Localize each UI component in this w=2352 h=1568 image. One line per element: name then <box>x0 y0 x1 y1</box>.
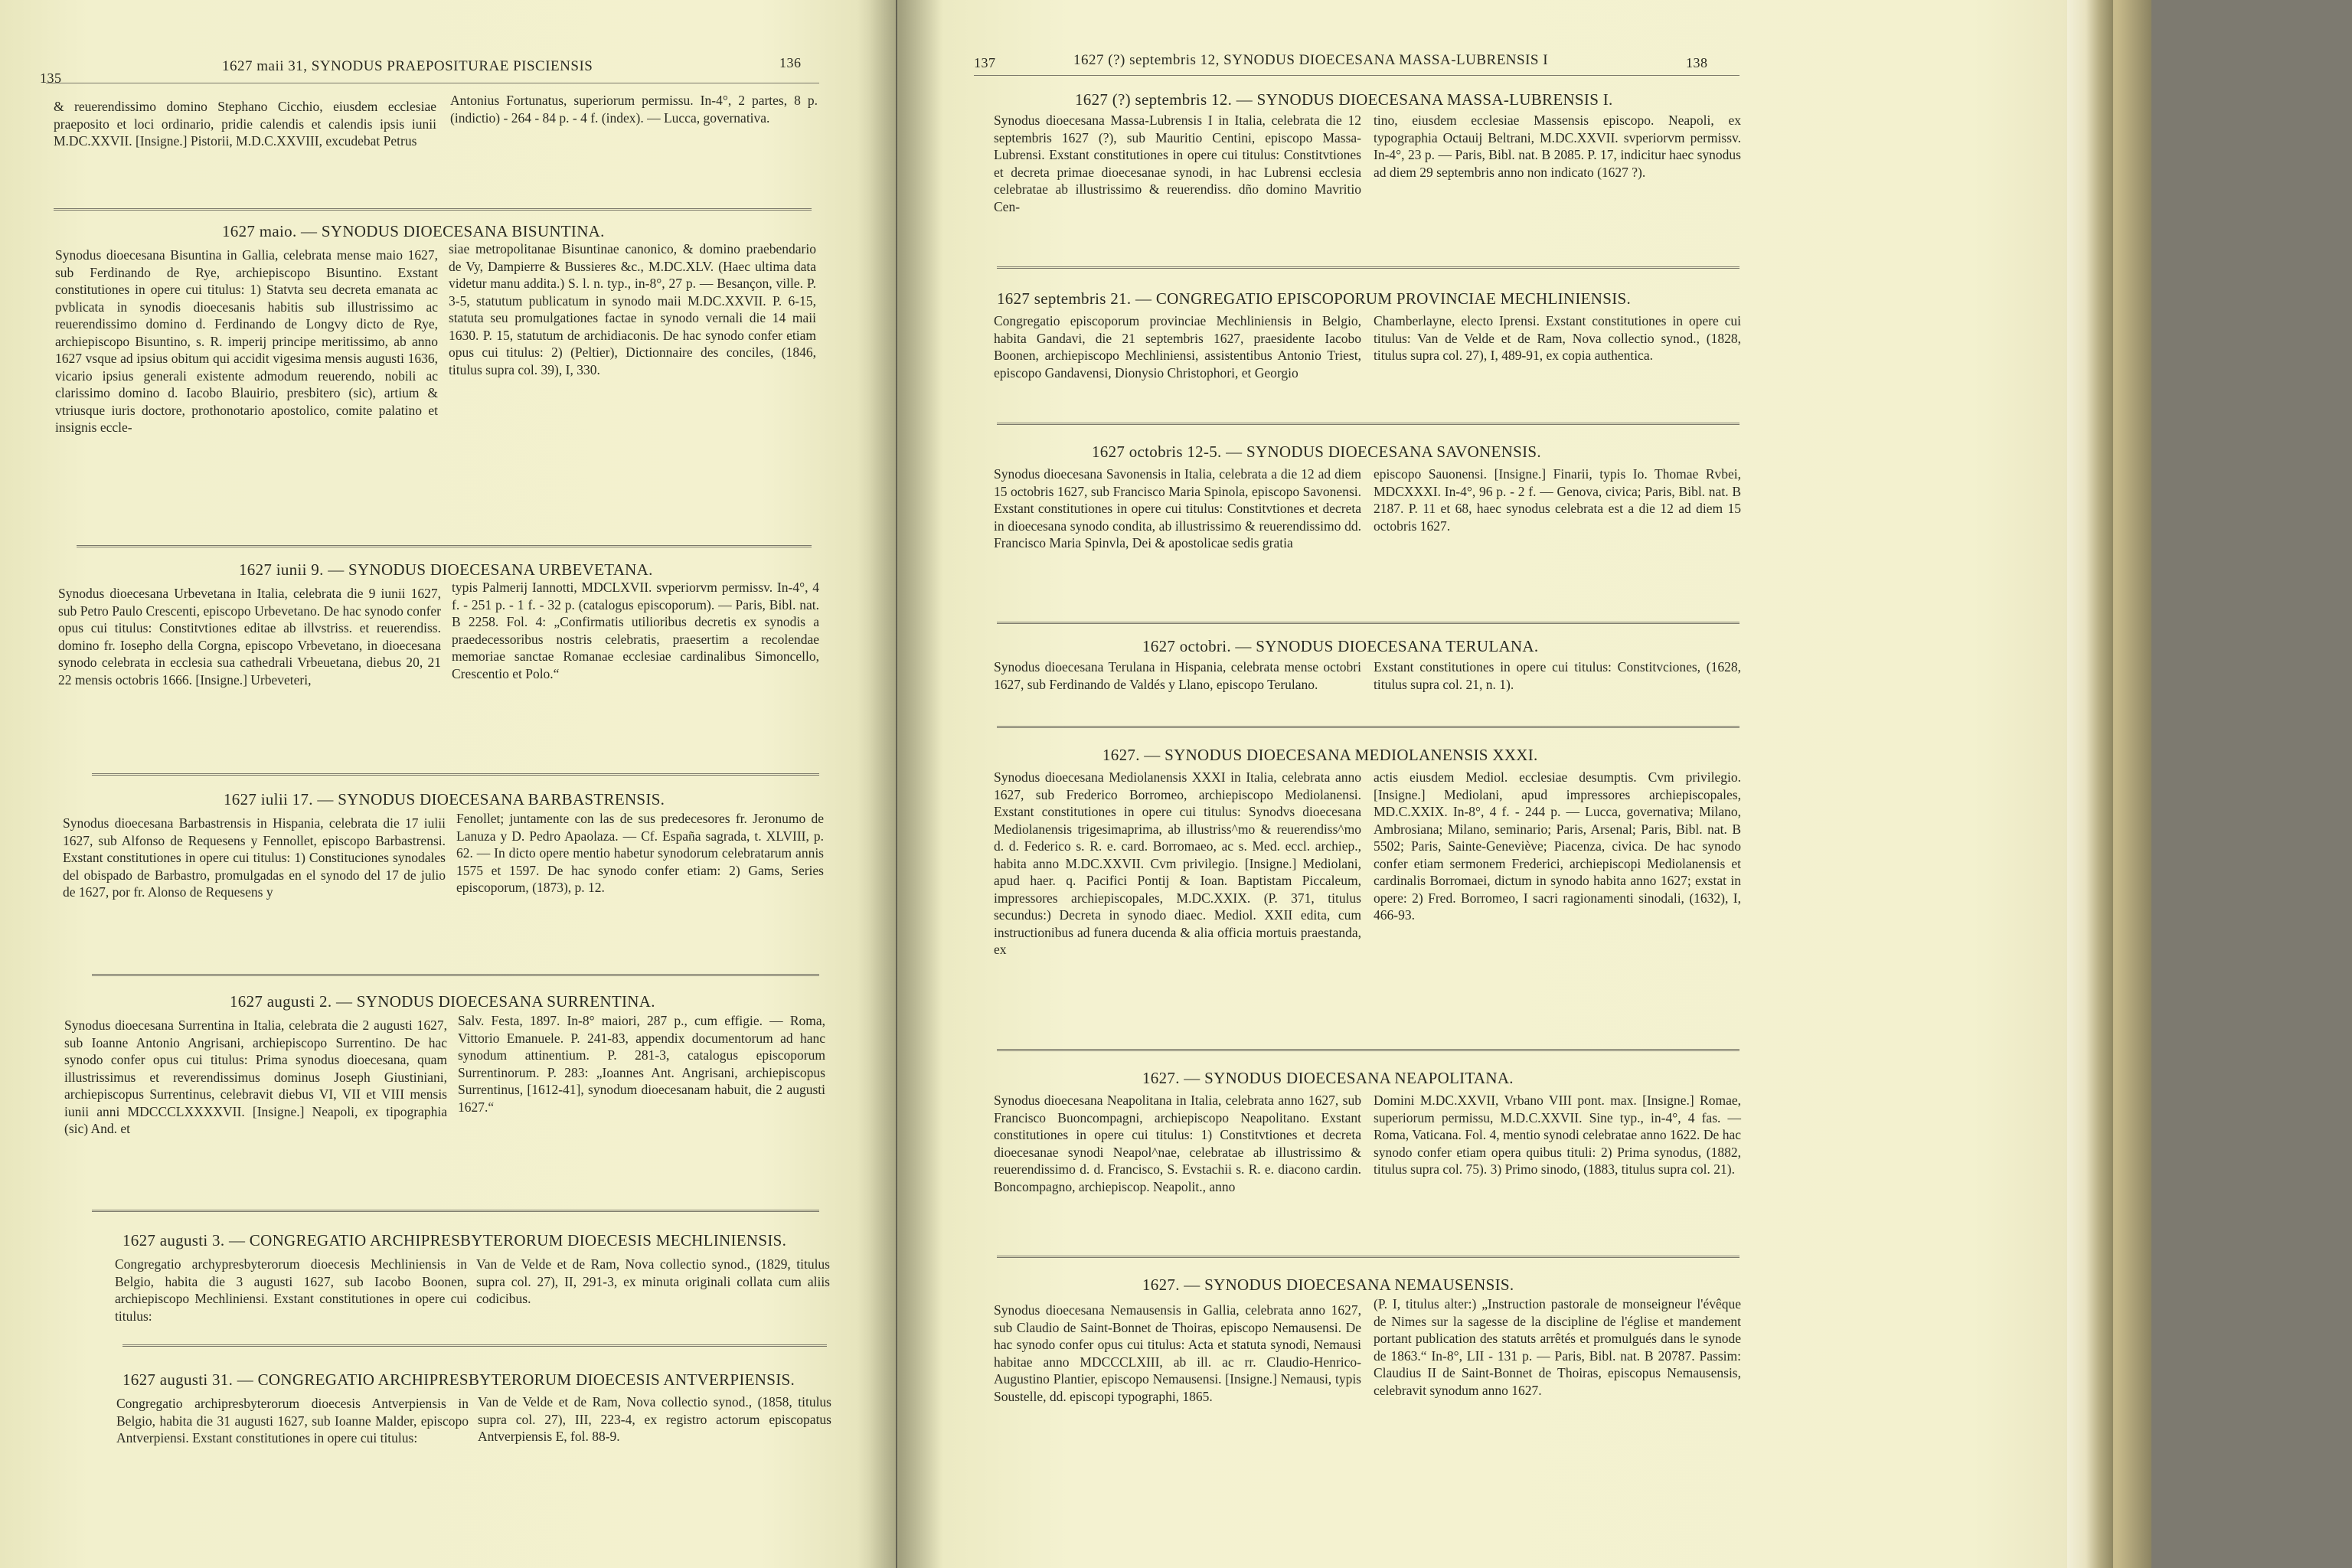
entry-col1: Synodus dioecesana Mediolanensis XXXI in Italia, celebrata anno 1627, sub Frederico Borromeo, archiepiscopo Mediolanensi. Exstant constitutiones in opere cui titulus: Synodvs dioecesana Mediolanensis trigesimaprima, ab illustriss^mo & reuerendiss^mo d. d. Federico s. R. e. card. Borromaeo, ac s. Med. eccl. archiep., habita anno M.DC.XXVII. Cvm privilegio. [Insigne.] Mediolani, apud haer. q. Pacifici Pontij & Ioan. Baptistam Piccaleum, impressores archiepiscopales, M.DC.XXIX. (P. 371, titulus secundus:) Decreta in synodo diaec. Mediol. XXII edita, cum instructionibus ad funera ducenda & alia officia mortuis praestanda, ex <box>994 769 1361 957</box>
header-rule <box>974 75 1740 76</box>
entry-col2: Exstant constitutiones in opere cui titulus: Constitvciones, (1628, titulus supra col. 21, n. 1). <box>1374 659 1741 692</box>
entry-separator <box>997 1049 1740 1051</box>
entry-heading: 1627 octobris 12-5. — SYNODUS DIOECESANA SAVONENSIS. <box>1092 443 1541 461</box>
entry-col1: & reuerendissimo domino Stephano Cicchio, eiusdem ecclesiae praeposito et loci ordinario, pridie calendis et calendis ipsis iunii M.DC.XXVII. [Insigne.] Pistorii, M.D.C.XXVIII, excudebat Petrus <box>54 99 436 149</box>
entry-separator <box>997 622 1740 624</box>
book-page-edges <box>2067 0 2113 1568</box>
entry-col1: Synodus dioecesana Neapolitana in Italia, celebrata anno 1627, sub Francisco Buoncompagni, archiepiscopo Neapolitano. Exstant constitutiones in opere cui titulus: 1) Constitvtiones et decreta dioecesanae synodi Neapol^nae, celebratae ab illustrissimo & reuerendissimo d. d. Francisco, S. Evstachii s. R. e. diacono cardin. Boncompagno, archiepiscop. Neapolit., anno <box>994 1093 1361 1194</box>
entry-col2: actis eiusdem Mediol. ecclesiae desumptis. Cvm privilegio. [Insigne.] Mediolani, apud impressores archiepiscopales, MD.C.XXIX. In-8°, 4 f. - 244 p. — Lucca, governativa; Milano, Ambrosiana; Milano, seminario; Paris, Arsenal; Paris, Bibl. nat. B 5502; Paris, Sainte-Geneviève; Piacenza, civica. De hac synodo confer etiam sermonem Frederici, archiepiscopi Mediolanensis et cardinalis Borromaei, dictum in synodo habita anno 1627; exstat in opere: 2) Fred. Borromeo, I sacri ragionamenti sinodali, (1632), I, 466-93. <box>1374 769 1741 923</box>
entry-col2: siae metropolitanae Bisuntinae canonico, & domino praebendario de Vy, Dampierre & Bussieres &c., M.DC.XLV. (Haec ultima data videtur manu addita.) S. l. n. typ., in-8°, 27 p. — Besançon, ville. P. 3-5, statutum publicatum in synodo maii M.DC.XXVII. P. 6-15, statuta seu promulgationes factae in synodo vernali die 14 maii 1630. P. 15, statutum de archidiaconis. De hac synodo confer etiam opus cui titulus: 2) (Peltier), Dictionnaire des conciles, (1846, titulus supra col. 39), I, 330. <box>449 241 816 377</box>
entry-col1: Synodus dioecesana Massa-Lubrensis I in Italia, celebrata die 12 septembris 1627 (?), sub Mauritio Centini, episcopo Massa-Lubrensi. Exstant constitutiones in opere cui titulus: Constitvtiones et decreta primae dioecesanae synodi, in hac Lubrensi ecclesia celebratae ab illustrissimo & reuerendiss. dño domino Mavritio Cen- <box>994 113 1361 214</box>
entry-col1: Synodus dioecesana Nemausensis in Gallia, celebrata anno 1627, sub Claudio de Saint-Bonnet de Thoiras, episcopo Nemausensi. De hac synodo confer opus cui titulus: Acta et statuta synodi, Nemausi habitae anno MDCCCLXIII, ab ill. ac rr. Claudio-Henrico-Augustino Plantier, episcopo Nemausensi. [Insigne.] Nemausi, typis Soustelle, dd. episcopi typographi, 1865. <box>994 1302 1361 1404</box>
entry-col2: (P. I, titulus alter:) „Instruction pastorale de monseigneur l'évêque de Nimes sur la sagesse de la discipline de l'église et mandement portant publication des statuts arrêtés et promulgués dans le synode de 1863.“ In-8°, LII - 131 p. — Paris, Bibl. nat. B 20787. Passim: Claudius II de Saint-Bonnet de Thoiras, episcopus Nemausensis, celebravit synodum anno 1627. <box>1374 1296 1741 1398</box>
entry-heading: 1627 (?) septembris 12. — SYNODUS DIOECESANA MASSA-LUBRENSIS I. <box>1075 90 1613 109</box>
entry-col1: Synodus dioecesana Barbastrensis in Hispania, celebrata die 17 iulii 1627, sub Alfonso de Requesens y Fennollet, episcopo Barbastrensi. Exstant constitutiones in opere cui titulus: 1) Constituciones synodales del obispado de Barbastro, promulgadas en el synodo del 17 de julio de 1627, por fr. Alonso de Requesens y <box>63 815 446 900</box>
entry-separator <box>92 1210 819 1212</box>
entry-heading: 1627 augusti 3. — CONGREGATIO ARCHIPRESBYTERORUM DIOECESIS MECHLINIENSIS. <box>122 1231 787 1250</box>
entry-heading: 1627 iunii 9. — SYNODUS DIOECESANA URBEVETANA. <box>239 560 653 579</box>
entry-separator <box>92 773 819 776</box>
right-page <box>897 0 2067 1568</box>
entry-col1: Congregatio archipresbyterorum dioecesis Antverpiensis in Belgio, habita die 31 augusti 1627, sub Ioanne Malder, episcopo Antverpiensi. Exstant constitutiones in opere cui titulus: <box>116 1396 469 1446</box>
entry-separator <box>92 974 819 976</box>
left-running-title: 1627 maii 31, SYNODUS PRAEPOSITURAE PISCIENSIS <box>222 58 593 74</box>
entry-heading: 1627 septembris 21. — CONGREGATIO EPISCOPORUM PROVINCIAE MECHLINIENSIS. <box>997 289 1632 308</box>
entry-heading: 1627 augusti 31. — CONGREGATIO ARCHIPRESBYTERORUM DIOECESIS ANTVERPIENSIS. <box>122 1370 795 1389</box>
left-page <box>0 0 896 1568</box>
entry-separator <box>997 266 1740 269</box>
entry-separator <box>997 1256 1740 1258</box>
entry-heading: 1627 octobri. — SYNODUS DIOECESANA TERULANA. <box>1142 637 1539 655</box>
entry-col1: Congregatio episcoporum provinciae Mechliniensis in Belgio, habita Gandavi, die 21 septembris 1627, praesidente Iacobo Boonen, archiepiscopo Mechliniensi, assistentibus Antonio Triest, episcopo Gandavensi, Dionysio Christophori, et Georgio <box>994 313 1361 381</box>
entry-col1: Synodus dioecesana Urbevetana in Italia, celebrata die 9 iunii 1627, sub Petro Paulo Crescenti, episcopo Urbevetano. De hac synodo confer opus cui titulus: Constitvtiones editae ab illvstriss. et reuerendiss. domino fr. Iosepho della Corgna, episcopo Vrbevetano, in dioecesana synodo celebrata in ecclesia sua cathedrali Vrbeuetana, diebus 20, 21 22 mensis octobris 1666. [Insigne.] Urbeveteri, <box>58 586 441 688</box>
entry-col1: Synodus dioecesana Bisuntina in Gallia, celebrata mense maio 1627, sub Ferdinando de Rye, archiepiscopo Bisuntino. Exstant constitutiones in opere cui titulus: 1) Statvta seu decreta emanata ac pvblicata in synodis dioecesanis habitis sub illustrissimo ac reuerendissimo domino d. Ferdinando de Longvy dicto de Rye, archiepiscopo Bisuntino, s. R. imperij principe meritissimo, ab anno 1627 vsque ad ipsius obitum qui accidit vigesima mensis augusti 1636, vicario ipsius generali existente admodum reuerendo, nobili ac clarissimo domino d. Iacobo Blauirio, presbitero (sic), artium & vtriusque iuris doctore, prothonotario apostolico, comite palatino et insignis eccle- <box>55 247 438 435</box>
entry-heading: 1627 maio. — SYNODUS DIOECESANA BISUNTINA. <box>222 222 605 240</box>
entry-separator <box>122 1344 827 1347</box>
entry-heading: 1627. — SYNODUS DIOECESANA MEDIOLANENSIS XXXI. <box>1102 746 1538 764</box>
entry-heading: 1627. — SYNODUS DIOECESANA NEAPOLITANA. <box>1142 1069 1514 1087</box>
entry-heading: 1627 iulii 17. — SYNODUS DIOECESANA BARBASTRENSIS. <box>224 790 665 808</box>
entry-col1: Synodus dioecesana Savonensis in Italia, celebrata a die 12 ad diem 15 octobris 1627, sub Francisco Maria Spinola, episcopo Savonensi. Exstant constitutiones in opere cui titulus: Constitvtiones et decreta in dioecesana synodo condita, ab illustrissimo & reuerendissimo dd. Francisco Maria Spinvla, Dei & apostolicae sedis gratia <box>994 466 1361 550</box>
entry-col2: Van de Velde et de Ram, Nova collectio synod., (1858, titulus supra col. 27), III, 223-4, ex registro actorum episcopatus Antverpiensis E, fol. 88-9. <box>478 1394 831 1444</box>
entry-separator <box>997 726 1740 728</box>
entry-col2: Antonius Fortunatus, superiorum permissu. In-4°, 2 partes, 8 p. (indictio) - 264 - 84 p. - 4 f. (index). — Lucca, governativa. <box>450 93 818 126</box>
entry-col2: Domini M.DC.XXVII, Vrbano VIII pont. max. [Insigne.] Romae, superiorum permissu, M.D.C.XXVII. Sine typ., in-4°, 4 fas. — Roma, Vaticana. Fol. 4, mentio synodi celebratae anno 1622. De hac synodo confer etiam opera quibus tituli: 2) Prima synodus, (1882, titulus supra col. 75). 3) Primo sinodo, (1883, titulus supra col. 21). <box>1374 1093 1741 1177</box>
entry-col2: Van de Velde et de Ram, Nova collectio synod., (1829, titulus supra col. 27), II, 291-3, ex minuta originali collata cum aliis codicibus. <box>476 1256 830 1306</box>
entry-col2: Salv. Festa, 1897. In-8° maiori, 287 p., cum effigie. — Roma, Vittorio Emanuele. P. 241-83, appendix documentorum ad hanc synodum attinentium. P. 281-3, catalogus episcoporum Surrentinorum. P. 283: „Ioannes Ant. Angrisani, archiepiscopus Surrentinus, [1612-41], synodum dioecesanam habuit, die 2 augusti 1627.“ <box>458 1013 825 1115</box>
entry-col2: episcopo Sauonensi. [Insigne.] Finarii, typis Io. Thomae Rvbei, MDCXXXI. In-4°, 96 p. - 2 f. — Genova, civica; Paris, Bibl. nat. B 2187. P. 11 et 68, haec synodus celebrata est a die 12 ad diem 15 octobris 1627. <box>1374 466 1741 534</box>
entry-col2: Fenollet; juntamente con las de sus predecesores fr. Jeronumo de Lanuza y D. Pedro Apaolaza. — Cf. España sagrada, t. XLVIII, p. 62. — In dicto opere mentio habetur synodorum celebratarum annis 1575 et 1597. De hac synodo confer etiam: 2) Gams, Series episcoporum, (1873), p. 12. <box>456 811 824 895</box>
entry-col1: Synodus dioecesana Terulana in Hispania, celebrata mense octobri 1627, sub Ferdinando de Valdés y Llano, episcopo Terulano. <box>994 659 1361 692</box>
page-number-135: 135 <box>40 70 62 86</box>
right-running-title: 1627 (?) septembris 12, SYNODUS DIOECESANA MASSA-LUBRENSIS I <box>1073 52 1549 68</box>
entry-col2: tino, eiusdem ecclesiae Massensis episcopo. Neapoli, ex typographia Octauij Beltrani, M.DC.XXVII. svperiorvm permissv. In-4°, 23 p. — Paris, Bibl. nat. B 2085. P. 17, indicitur haec synodus ad diem 29 septembris anno non indicato (1627 ?). <box>1374 113 1741 180</box>
entry-separator <box>54 208 812 211</box>
page-number-138: 138 <box>1686 55 1708 70</box>
entry-col2: typis Palmerij Iannotti, MDCLXVII. svperiorvm permissv. In-4°, 4 f. - 251 p. - 1 f. - 32 p. (catalogus episcoporum). — Paris, Bibl. nat. B 2258. Fol. 4: „Confirmatis utilioribus decretis ex synodis a praedecessoribus nostris celebratis, praesertim a recolendae memoriae sanctae Romanae ecclesiae cardinalibus Simoncello, Crescentio et Polo.“ <box>452 580 819 681</box>
entry-heading: 1627. — SYNODUS DIOECESANA NEMAUSENSIS. <box>1142 1276 1514 1294</box>
page-number-136: 136 <box>779 55 802 70</box>
entry-col1: Synodus dioecesana Surrentina in Italia, celebrata die 2 augusti 1627, sub Ioanne Antonio Angrisani, archiepiscopo Surrentino. De hac synodo confer opus cui titulus: Prima synodus dioecesana, quam illustrissimus et reverendissimus dominus Joseph Giustiniani, archiepiscopus Surrentinus, celebravit diebus VI, VII et VIII mensis iunii anni MDCCCLXXXXVII. [Insigne.] Neapoli, ex tipographia (sic) And. et <box>64 1018 447 1136</box>
entry-separator <box>997 423 1740 425</box>
entry-separator <box>77 545 812 547</box>
entry-heading: 1627 augusti 2. — SYNODUS DIOECESANA SURRENTINA. <box>230 992 655 1011</box>
entry-col1: Congregatio archypresbyterorum dioecesis Mechliniensis in Belgio, habita die 3 augusti 1627, sub Iacobo Boonen, archiepiscopo Mechliniensi. Exstant constitutiones in opere cui titulus: <box>115 1256 467 1324</box>
page-number-137: 137 <box>974 55 996 70</box>
entry-col2: Chamberlayne, electo Iprensi. Exstant constitutiones in opere cui titulus: Van de Velde et de Ram, Nova collectio synod., (1828, titulus supra col. 27), I, 489-91, ex copia authentica. <box>1374 313 1741 363</box>
